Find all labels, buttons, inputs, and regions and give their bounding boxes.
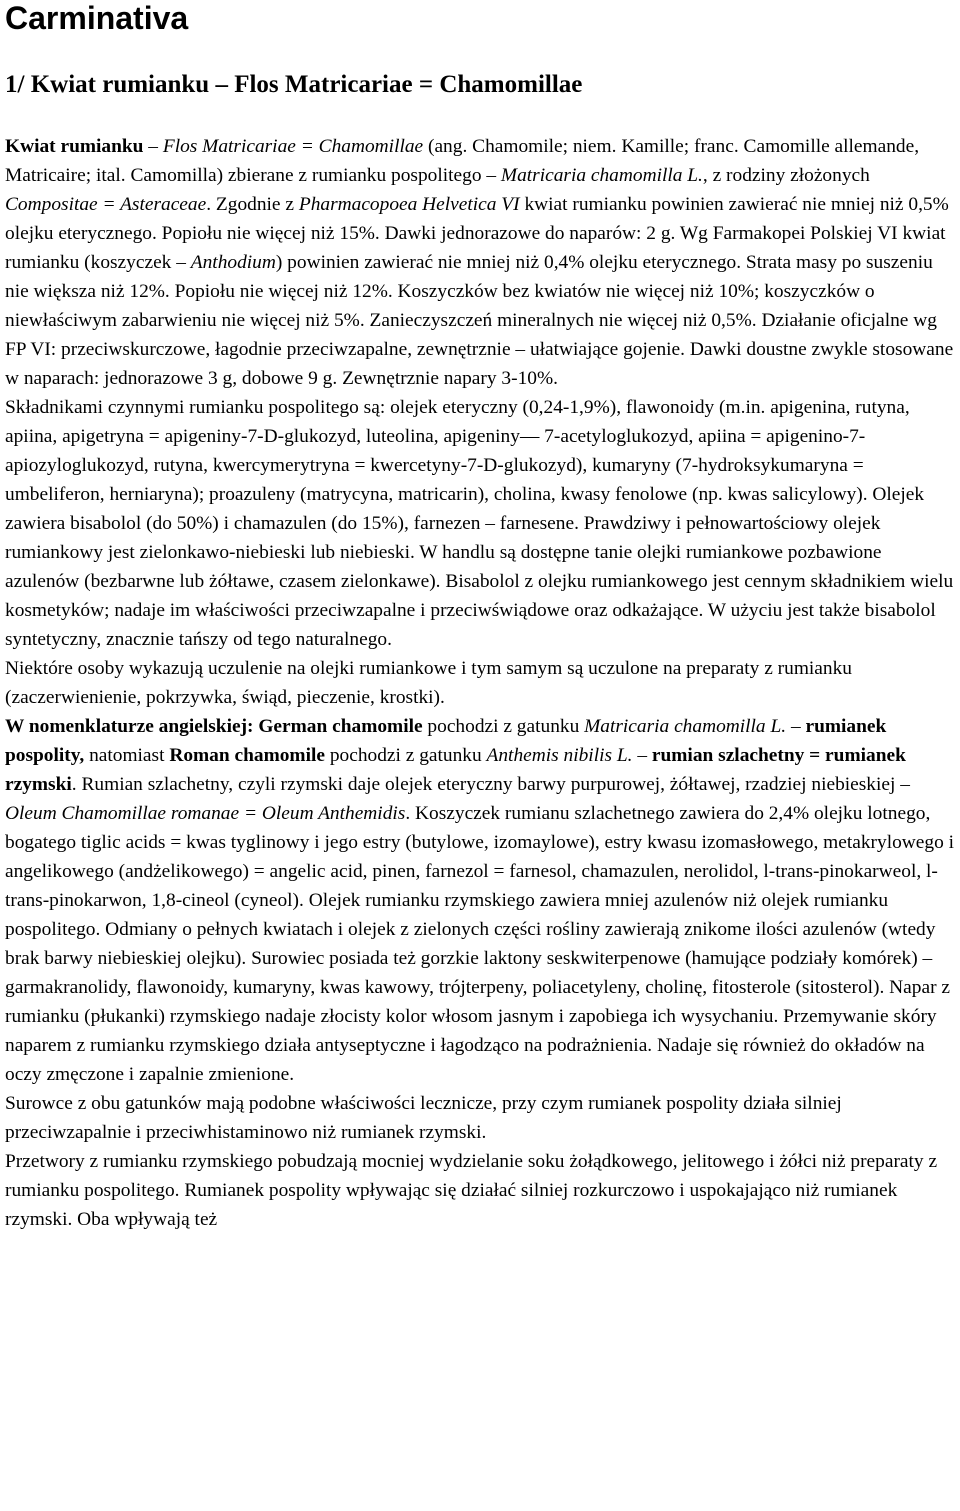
paragraph-effects [5, 1147, 955, 1234]
text-segment: . Zgodnie z [206, 194, 299, 215]
text-segment: pochodzi z gatunku [422, 716, 585, 737]
text-segment: Surowce z obu gatunków mają podobne właściwości lecznicze, przy czym rumianek pospolity działa silniej przeciwzapalnie i przeciwhistaminowo niż rumianek rzymski. [5, 1093, 842, 1143]
paragraph-nomenclature [5, 712, 955, 1089]
text-segment: pochodzi z gatunku [324, 745, 487, 766]
text-segment: – [786, 716, 806, 737]
section-heading: 1/ Kwiat rumianku – Flos Matricariae = Chamomillae [5, 71, 583, 98]
text-segment: Anthodium [190, 252, 276, 273]
text-segment: natomiast [84, 745, 170, 766]
paragraph-intro [5, 132, 955, 393]
text-segment: Anthemis nibilis L. [486, 745, 633, 766]
text-segment: kwiat rumianku powinien zawierać nie mniej niż 0,5% olejku eterycznego. Popiołu nie więcej niż 15%. Dawki jednorazowe do naparów: 2 g. Wg Farmakopei Polskiej VI kwiat rumianku (koszyczek – [5, 194, 949, 273]
text-segment: Roman chamomile [169, 745, 325, 766]
document-title: Carminativa [5, 0, 189, 36]
text-segment: . Rumian szlachetny, czyli rzymski daje olejek eteryczny barwy purpurowej, żółtawej, rzadziej niebieskiej – [71, 774, 910, 795]
text-segment: Niektóre osoby wykazują uczulenie na olejki rumiankowe i tym samym są uczulone na preparaty z rumianku (zaczerwienienie, pokrzywka, świąd, pieczenie, krostki). [5, 658, 852, 708]
text-segment: Kwiat rumianku [5, 136, 144, 157]
text-segment: – [143, 136, 163, 157]
text-segment: Składnikami czynnymi rumianku pospolitego są: olejek eteryczny (0,24-1,9%), flawonoidy (m.in. apigenina, rutyna, apiina, apigetryna = apigeniny-7-D-glukozyd, luteolina, apigeniny— 7-acetyloglukozyd, apiina = apigenino-7-apiozyloglukozyd, rutyna, kwercymerytryna = kwercetyny-7-D-glukozyd), kumaryny (7-hydroksykumaryna = umbeliferon, herniaryna); proazuleny (matrycyna, matricarin), cholina, kwasy fenolowe (np. kwas salicylowy). Olejek zawiera bisabolol (do 50%) i chamazulen (do 15%), farnezen – farnesene. Prawdziwy i pełnowartościowy olejek rumiankowy jest zielonkawo-niebieski lub niebieski. W handlu są dostępne tanie olejki rumiankowe pozbawione azulenów (bezbarwne lub żółtawe, czasem zielonkawe). Bisabolol z olejku rumiankowego jest cennym składnikiem wielu kosmetyków; nadaje im właściwości przeciwzapalne i przeciwświądowe oraz odkażające. W użyciu jest także bisabolol syntetyczny, znacznie tańszy od tego naturalnego. [5, 397, 954, 650]
text-segment: – [632, 745, 652, 766]
text-segment: Przetwory z rumianku rzymskiego pobudzają mocniej wydzielanie soku żołądkowego, jelitowego i żółci niż preparaty z rumianku pospolitego. Rumianek pospolity wpływając się działać silniej rozkurczowo i uspokajająco niż rumianek rzymski. Oba wpływają też [5, 1151, 938, 1230]
text-segment: rumian szlachetny = rumianek rzymski [5, 745, 906, 795]
text-segment: Flos Matricariae = Chamomillae [162, 136, 424, 157]
text-segment: ) powinien zawierać nie mniej niż 0,4% olejku eterycznego. Strata masy po suszeniu nie większa niż 12%. Popiołu nie więcej niż 12%. Koszyczków bez kwiatów nie więcej niż 10%; koszyczków o niewłaściwym zabarwieniu nie więcej niż 5%. Zanieczyszczeń mineralnych nie więcej niż 0,5%. Działanie oficjalne wg FP VI: przeciwskurczowe, łagodnie przeciwzapalne, zewnętrznie – ułatwiające gojenie. Dawki doustne zwykle stosowane w naparach: jednorazowe 3 g, dobowe 9 g. Zewnętrznie napary 3-10%. [5, 252, 954, 389]
text-segment: (ang. Chamomile; niem. Kamille; franc. Camomille allemande, Matricaire; ital. Camomilla) zbierane z rumianku pospolitego – [5, 136, 920, 186]
paragraph-comparison [5, 1089, 955, 1147]
text-segment: . Koszyczek rumianu szlachetnego zawiera do 2,4% olejku lotnego, bogatego tiglic acids = kwas tyglinowy i jego estry (butylowe, izomaylowe), estry kwasu izomasłowego, metakrylowego i angelikowego (andżelikowego) = angelic acid, pinen, farnezol = farnesol, chamazulen, nerolidol, l-trans-pinokarweol, l-trans-pinokarwon, 1,8-cineol (cyneol). Olejek rumianku rzymskiego zawiera mniej azulenów niż olejek rumianku pospolitego. Odmiany o pełnych kwiatach i olejek z zielonych części rośliny zawierają znikome ilości azulenów (wtedy brak barwy niebieskiej olejku). Surowiec posiada też gorzkie laktony seskwiterpenowe (hamujące podziały komórek) – garmakranolidy, flawonoidy, kumaryny, kwas kawowy, trójterpeny, poliacetyleny, cholinę, fitosterole (sitosterol). Napar z rumianku (płukanki) rzymskiego nadaje złocisty kolor włosom jasnym i zapobiega ich wysychaniu. Przemywanie skóry naparem z rumianku rzymskiego działa antyseptyczne i łagodząco na podrażnienia. Nadaje się również do okładów na oczy zmęczone i zapalnie zmienione. [5, 803, 955, 1085]
text-segment: Oleum Chamomillae romanae = Oleum Anthemidis [5, 803, 406, 824]
paragraph-allergy [5, 654, 955, 712]
text-segment: Matricaria chamomilla L. [500, 165, 703, 186]
text-segment: Compositae = Asteraceae [5, 194, 207, 215]
text-segment: Pharmacopoea Helvetica VI [298, 194, 520, 215]
text-segment: rumianek pospolity, [5, 716, 887, 766]
text-segment: Matricaria chamomilla L. [584, 716, 787, 737]
text-segment: , z rodziny złożonych [702, 165, 870, 186]
text-segment: W nomenklaturze angielskiej: German chamomile [5, 716, 423, 737]
paragraph-constituents [5, 393, 955, 654]
